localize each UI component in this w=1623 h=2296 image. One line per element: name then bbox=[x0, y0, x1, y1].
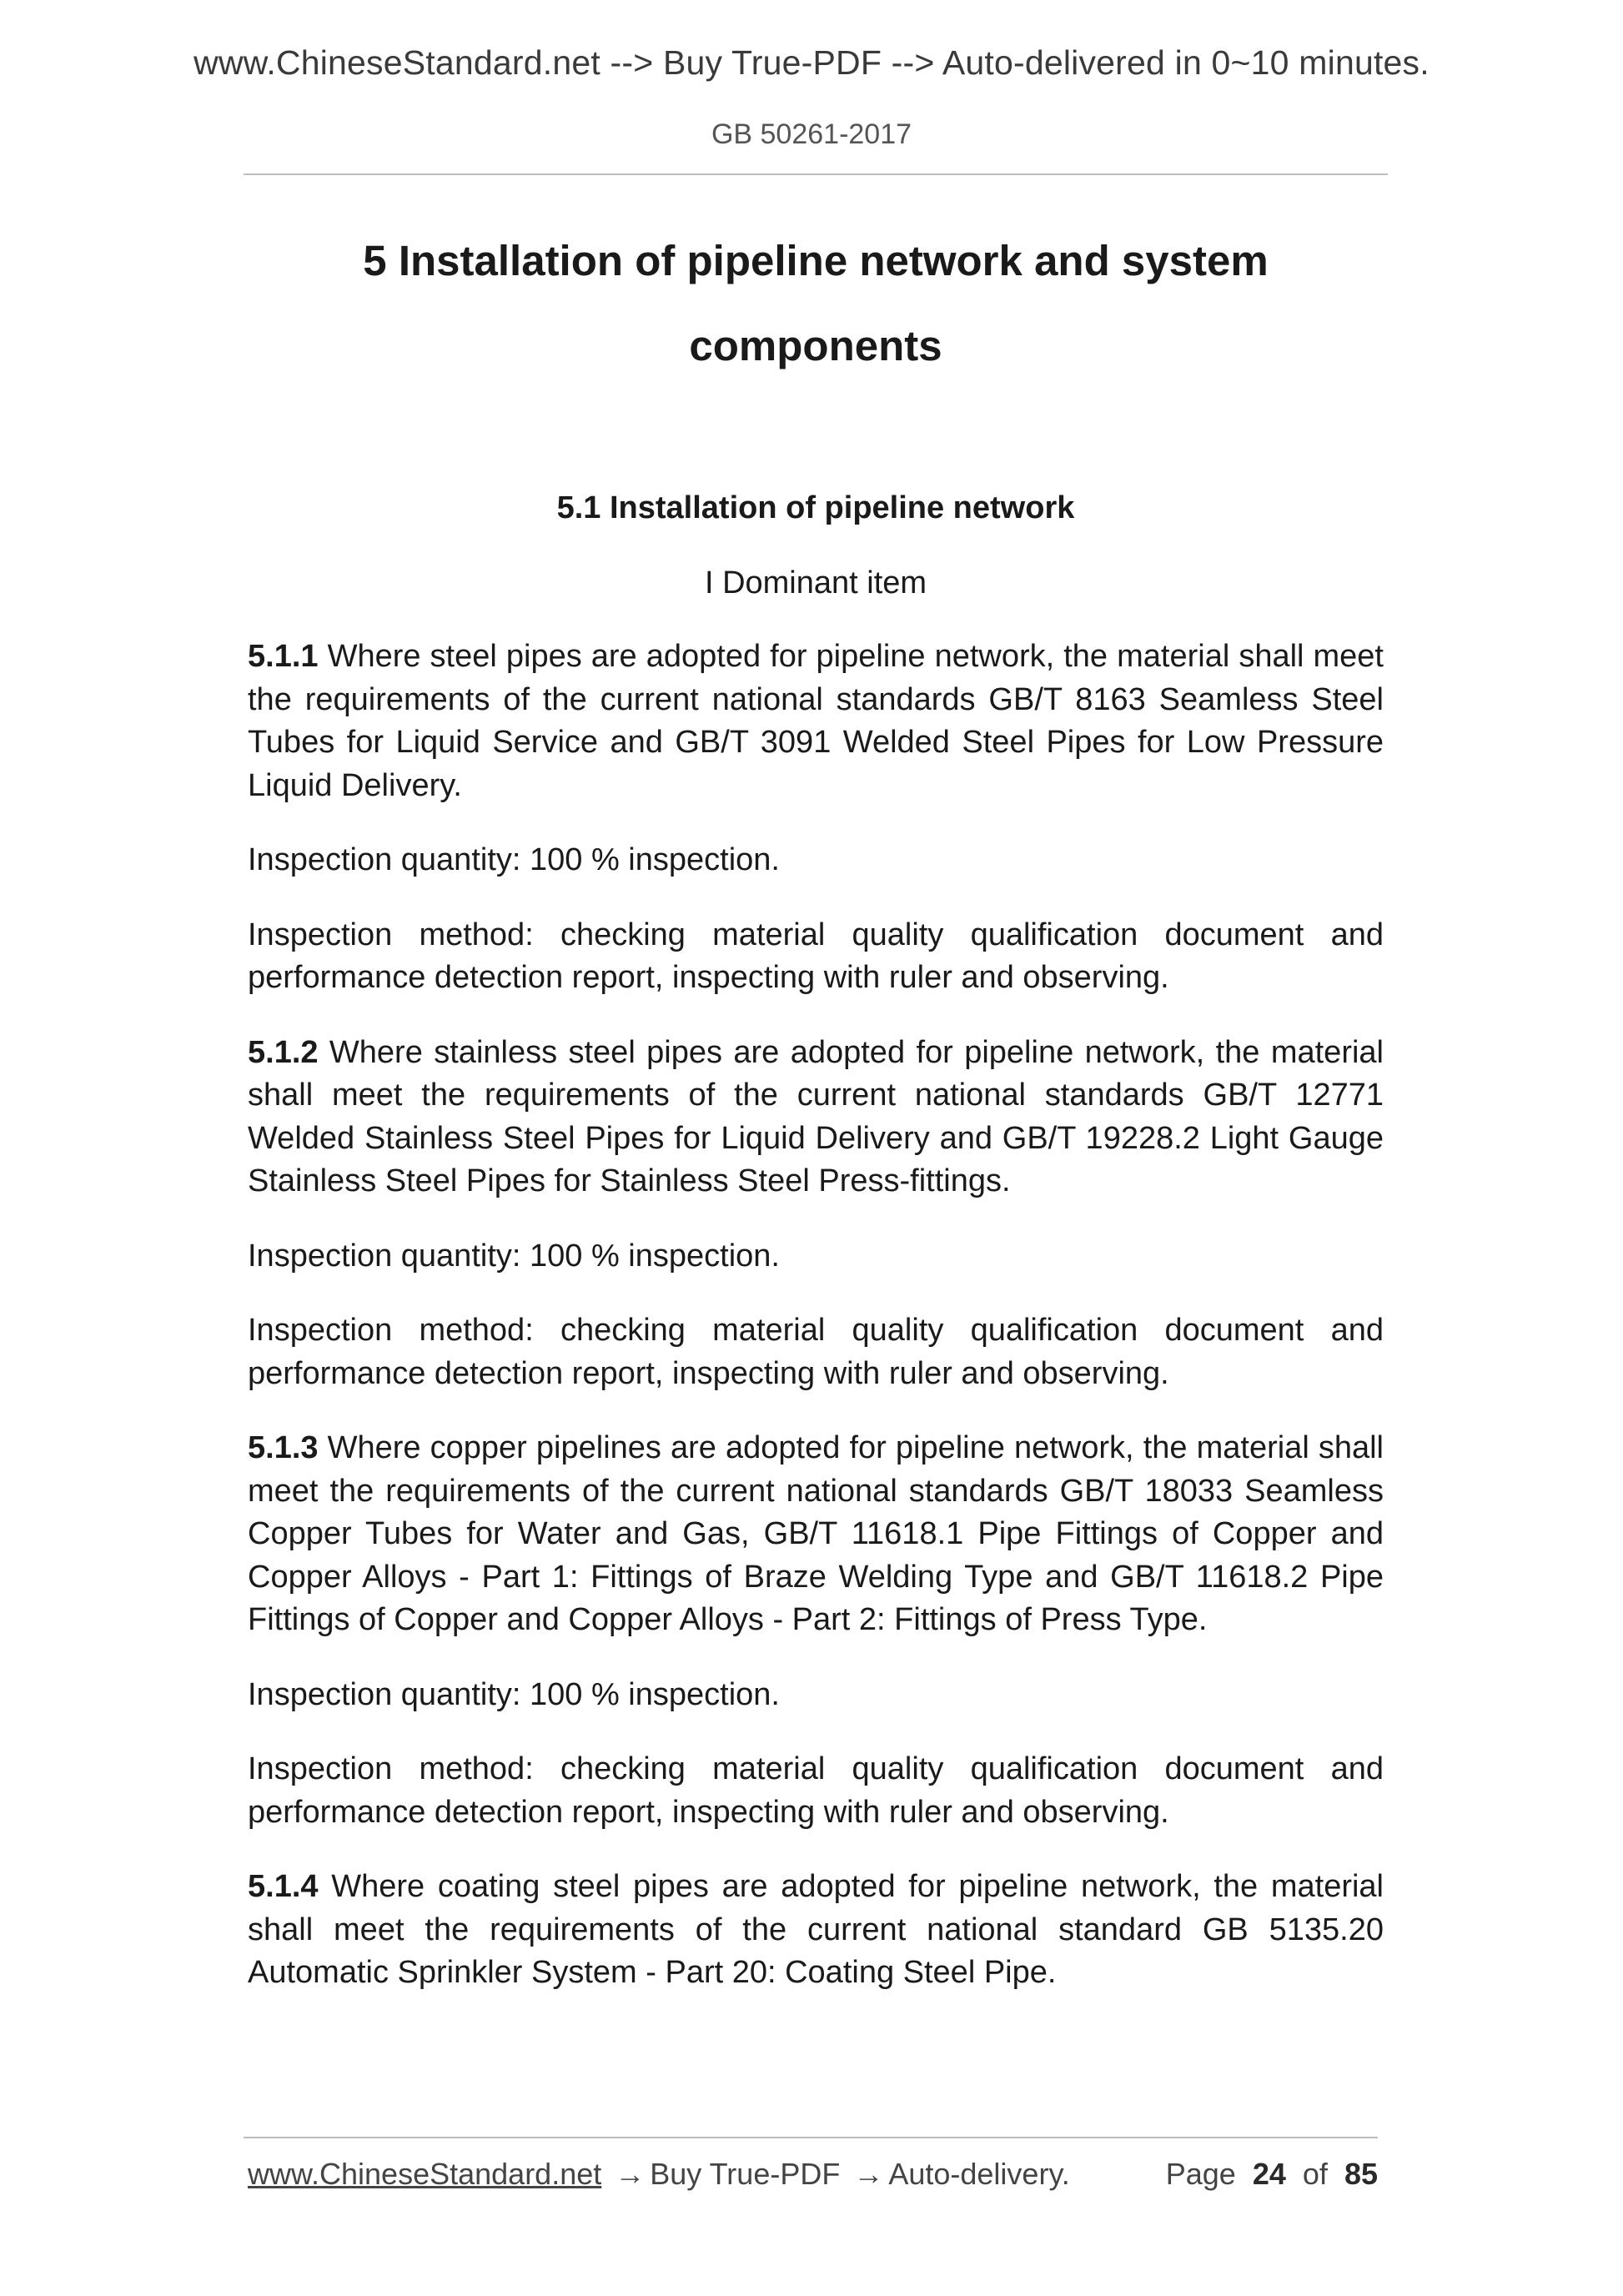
document-id: GB 50261-2017 bbox=[711, 118, 912, 150]
site-banner: www.ChineseStandard.net --> Buy True-PDF --> Auto-delivered in 0~10 minutes. bbox=[193, 43, 1430, 82]
inspection-method: Inspection method: checking material quality qualification document and performance detection report, inspecting with ruler and observing. bbox=[248, 1751, 1384, 1830]
page-number: 24 bbox=[1252, 2157, 1286, 2191]
chapter-title bbox=[244, 219, 1388, 389]
clause-text: Where steel pipes are adopted for pipeline network, the material shall meet the requirements of the current national standards GB/T 8163 Seamless Steel Tubes for Liquid Service and GB/T 3091 Welded Steel Pipes for Low Pressure Liquid Delivery. bbox=[248, 639, 1384, 803]
inspection-quantity: Inspection quantity: 100 % inspection. bbox=[248, 842, 780, 877]
clause-5-1-1 bbox=[248, 636, 1384, 807]
page-indicator bbox=[1166, 2157, 1378, 2192]
clause-text: Where stainless steel pipes are adopted for pipeline network, the material shall meet the requirements of the current national standards GB/T 12771 Welded Stainless Steel Pipes for Liquid Delivery and GB/T 19228.2 Light Gauge Stainless Steel Pipes for Stainless Steel Press-fittings. bbox=[248, 1034, 1384, 1198]
page-footer bbox=[248, 2157, 1378, 2198]
clause-number: 5.1.1 bbox=[248, 639, 319, 674]
inspection-quantity: Inspection quantity: 100 % inspection. bbox=[248, 1676, 780, 1712]
buy-text: Buy True-PDF bbox=[650, 2157, 841, 2191]
clause-5-1-2 bbox=[248, 1032, 1384, 1203]
inspection-method: Inspection method: checking material quality qualification document and performance detection report, inspecting with ruler and observing. bbox=[248, 1313, 1384, 1391]
footer-promo bbox=[248, 2157, 1070, 2192]
delivery-text: Auto-delivery. bbox=[888, 2157, 1070, 2191]
footer-divider bbox=[244, 2137, 1378, 2138]
chapter-title-line-1: 5 Installation of pipeline network and system bbox=[363, 237, 1269, 284]
of-label: of bbox=[1302, 2157, 1328, 2191]
inspection-method: Inspection method: checking material quality qualification document and performance detection report, inspecting with ruler and observing. bbox=[248, 917, 1384, 995]
header-divider bbox=[244, 173, 1388, 175]
arrow-right-icon: → bbox=[615, 2157, 646, 2191]
total-pages: 85 bbox=[1344, 2157, 1378, 2191]
arrow-right-icon: → bbox=[853, 2157, 884, 2191]
subheading-dominant-item: I Dominant item bbox=[704, 565, 927, 600]
clause-5-1-3 bbox=[248, 1427, 1384, 1642]
clause-number: 5.1.4 bbox=[248, 1869, 319, 1904]
document-body bbox=[248, 636, 1384, 2027]
clause-text: Where coating steel pipes are adopted for pipeline network, the material shall meet the requirements of the current national standard GB 5135.20 Automatic Sprinkler System - Part 20: Coating Steel Pipe. bbox=[248, 1869, 1384, 1990]
inspection-quantity: Inspection quantity: 100 % inspection. bbox=[248, 1238, 780, 1274]
page-label: Page bbox=[1165, 2157, 1236, 2191]
clause-number: 5.1.3 bbox=[248, 1430, 319, 1465]
clause-text: Where copper pipelines are adopted for pipeline network, the material shall meet the requirements of the current national standards GB/T 18033 Seamless Copper Tubes for Water and Gas, GB/T 11618.1 Pipe Fittings of Copper and Copper Alloys - Part 1: Fittings of Braze Welding Type and GB/T 11618.2 Pipe Fittings of Copper and Copper Alloys - Part 2: Fittings of Press Type. bbox=[248, 1430, 1384, 1637]
clause-number: 5.1.2 bbox=[248, 1034, 319, 1070]
chapter-title-line-2: components bbox=[689, 322, 942, 369]
section-title: 5.1 Installation of pipeline network bbox=[556, 490, 1075, 525]
clause-5-1-4 bbox=[248, 1866, 1384, 1995]
site-link[interactable]: www.ChineseStandard.net bbox=[248, 2157, 602, 2191]
